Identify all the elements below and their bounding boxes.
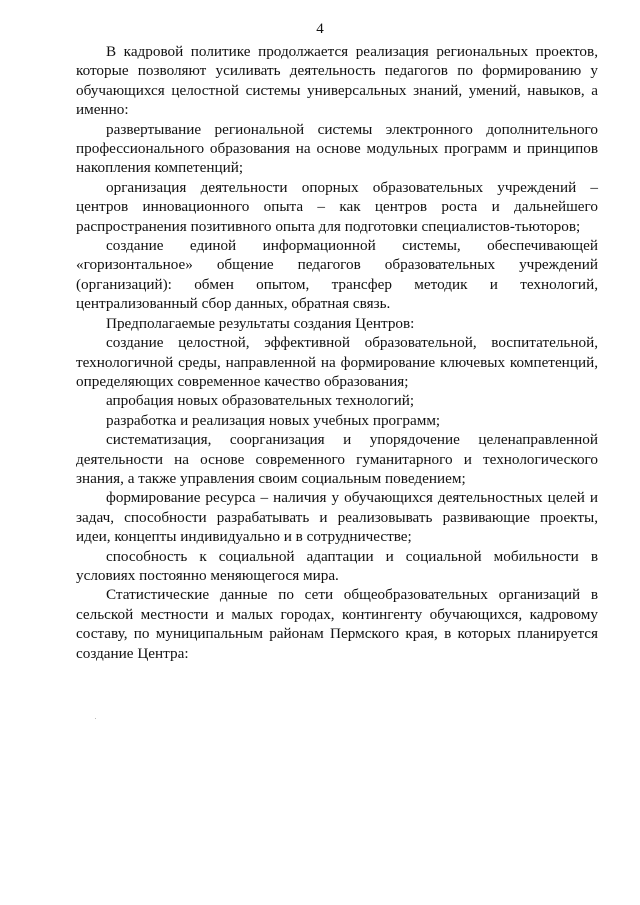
- paragraph-programs: разработка и реализация новых учебных программ;: [106, 411, 441, 429]
- paragraph-support-institutions: организация деятельности опорных образовательных учреждений – центров инновационного опыта – как центров роста и дальнейшего распространения позитивного опыта для подготовки специалистов-тьюторов;: [76, 178, 598, 235]
- paragraph-information-system: создание единой информационной системы, обеспечивающей «горизонтальное» общение педагогов образовательных учреждений (организаций): обмен опытом, трансфер методик и технологий, централизованный сбор данных, обратная связь.: [76, 237, 598, 313]
- paragraph-intro: В кадровой политике продолжается реализация региональных проектов, которые позволяют усиливать деятельность педагогов по формированию у обучающихся целостной системы универсальных знаний, умений, навыков, а именно:: [76, 43, 598, 119]
- paragraph-statistics: Статистические данные по сети общеобразовательных организаций в сельской местности и малых городах, контингенту обучающихся, кадровому составу, по муниципальным районам Пермского края, в которых планируется создание Центра:: [76, 586, 598, 662]
- scan-speck: [95, 718, 96, 719]
- document-body: [76, 42, 598, 663]
- paragraph-environment: создание целостной, эффективной образовательной, воспитательной, технологичной среды, направленной на формирование ключевых компетенций, определяющих современное качество образования;: [76, 334, 598, 390]
- paragraph-electronic-education: развертывание региональной системы электронного дополнительного профессионального образования на основе модульных программ и принципов накопления компетенций;: [76, 120, 598, 177]
- paragraph-systematization: систематизация, соорганизация и упорядочение целенаправленной деятельности на основе современного гуманитарного и технологического знания, а также управления своим социальным поведением;: [76, 431, 598, 487]
- page-number: 4: [316, 21, 324, 37]
- paragraph-technologies: апробация новых образовательных технологий;: [106, 392, 415, 410]
- paragraph-adaptation: способность к социальной адаптации и социальной мобильности в условиях постоянно меняющегося мира.: [76, 547, 598, 584]
- paragraph-expected-results: Предполагаемые результаты создания Центров:: [106, 314, 415, 332]
- paragraph-resource: формирование ресурса – наличия у обучающихся деятельностных целей и задач, способности разрабатывать и реализовывать развивающие проекты, идеи, концепты индивидуально и в сотрудничестве;: [76, 489, 598, 546]
